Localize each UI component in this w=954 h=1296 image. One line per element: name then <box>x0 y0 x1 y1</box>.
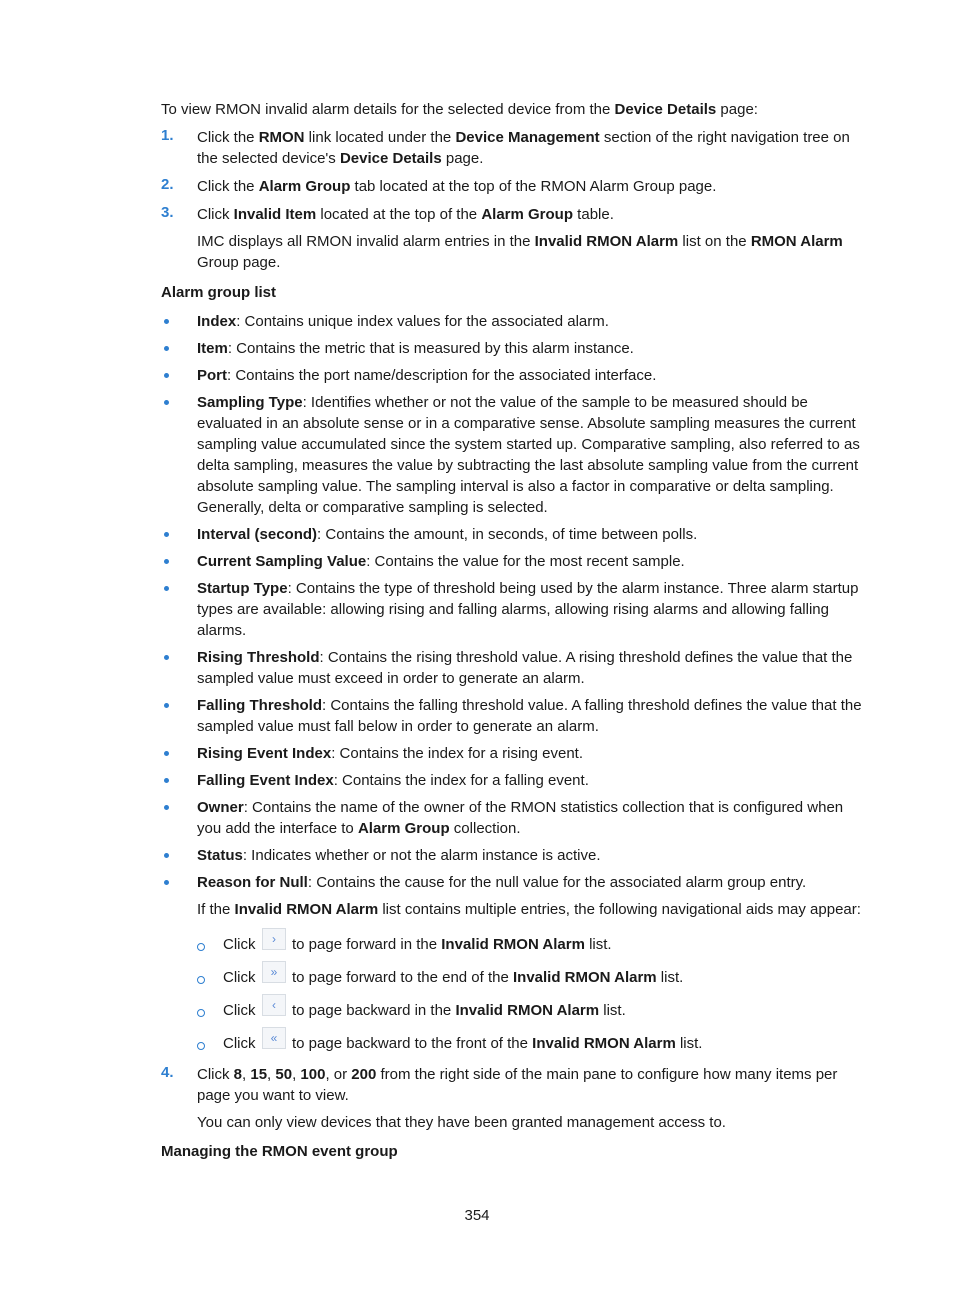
circle-bullet-icon <box>197 943 205 951</box>
bullet-icon <box>164 880 169 885</box>
step-number: 4. <box>161 1064 174 1081</box>
page-number: 354 <box>464 1207 490 1224</box>
bullet-icon <box>164 778 169 783</box>
list-item: Current Sampling Value: Contains the value for the most recent sample. <box>161 551 865 572</box>
first-page-icon[interactable]: « <box>262 1027 286 1049</box>
step-text: Click Invalid Item located at the top of the Alarm Group table. <box>197 206 614 223</box>
list-item: Falling Threshold: Contains the falling threshold value. A falling threshold defines the value that the sampled value must fall below in order to generate an alarm. <box>161 695 865 737</box>
bullet-icon <box>164 703 169 708</box>
next-section-heading: Managing the RMON event group <box>161 1143 398 1160</box>
bullet-icon <box>164 532 169 537</box>
step-2 <box>161 176 865 197</box>
nav-aid-item: Click « to page backward to the front of the Invalid RMON Alarm list. <box>161 1027 865 1060</box>
bullet-icon <box>164 346 169 351</box>
nav-intro: If the Invalid RMON Alarm list contains multiple entries, the following navigational aids may appear: <box>197 901 861 918</box>
nav-aid-item: Click ‹ to page backward in the Invalid RMON Alarm list. <box>161 994 865 1027</box>
list-item: Index: Contains unique index values for the associated alarm. <box>161 311 865 332</box>
list-item: Startup Type: Contains the type of threshold being used by the alarm instance. Three alarm startup types are available: allowing rising and falling alarms, allowing rising alarms and allowing falling alarms. <box>161 578 865 641</box>
bullet-icon <box>164 559 169 564</box>
step-number: 3. <box>161 204 174 221</box>
list-item: Rising Threshold: Contains the rising threshold value. A rising threshold defines the value that the sampled value must exceed in order to generate an alarm. <box>161 647 865 689</box>
nav-aid-item: Click › to page forward in the Invalid RMON Alarm list. <box>161 928 865 961</box>
step-text: Click the RMON link located under the Device Management section of the right navigation tree on the selected device's Device Details page. <box>197 129 850 167</box>
step-number: 1. <box>161 127 174 144</box>
next-page-icon[interactable]: › <box>262 928 286 950</box>
list-item: Reason for Null: Contains the cause for the null value for the associated alarm group entry. <box>161 872 865 893</box>
step-3 <box>161 204 865 273</box>
step-1 <box>161 127 865 169</box>
step-number: 2. <box>161 176 174 193</box>
step-result: IMC displays all RMON invalid alarm entries in the Invalid RMON Alarm list on the RMON Alarm Group page. <box>197 233 843 271</box>
intro-paragraph: To view RMON invalid alarm details for the selected device from the Device Details page: <box>161 101 758 118</box>
bullet-icon <box>164 655 169 660</box>
list-item: Falling Event Index: Contains the index for a falling event. <box>161 770 865 791</box>
list-item: Interval (second): Contains the amount, in seconds, of time between polls. <box>161 524 865 545</box>
document-body <box>161 99 865 1170</box>
bullet-icon <box>164 373 169 378</box>
section-heading: Alarm group list <box>161 284 277 301</box>
list-item: Sampling Type: Identifies whether or not the value of the sample to be measured should be evaluated in an absolute sense or in a comparative sense. Absolute sampling measures the current sampling value accumulated since the system started up. Comparative sampling, also referred to as delta sampling, measures the value by subtracting the last absolute sampling value from the current absolute sampling value. The sampling interval is also a factor in comparative or delta sampling. Generally, delta or comparative sampling is selected. <box>161 392 865 518</box>
list-item: Item: Contains the metric that is measured by this alarm instance. <box>161 338 865 359</box>
step-text: Click the Alarm Group tab located at the top of the RMON Alarm Group page. <box>197 178 717 195</box>
step-text: Click 8, 15, 50, 100, or 200 from the right side of the main pane to configure how many items per page you want to view. <box>197 1066 838 1104</box>
nav-aid-item: Click » to page forward to the end of the Invalid RMON Alarm list. <box>161 961 865 994</box>
list-item: Status: Indicates whether or not the alarm instance is active. <box>161 845 865 866</box>
circle-bullet-icon <box>197 976 205 984</box>
step-note: You can only view devices that they have been granted management access to. <box>197 1114 726 1131</box>
bullet-icon <box>164 751 169 756</box>
bullet-icon <box>164 586 169 591</box>
bullet-icon <box>164 853 169 858</box>
list-item: Rising Event Index: Contains the index for a rising event. <box>161 743 865 764</box>
circle-bullet-icon <box>197 1009 205 1017</box>
bullet-icon <box>164 805 169 810</box>
list-item: Owner: Contains the name of the owner of the RMON statistics collection that is configured when you add the interface to Alarm Group collection. <box>161 797 865 839</box>
previous-page-icon[interactable]: ‹ <box>262 994 286 1016</box>
bullet-icon <box>164 400 169 405</box>
bullet-icon <box>164 319 169 324</box>
last-page-icon[interactable]: » <box>262 961 286 983</box>
list-item: Port: Contains the port name/description for the associated interface. <box>161 365 865 386</box>
step-4 <box>161 1064 865 1133</box>
circle-bullet-icon <box>197 1042 205 1050</box>
